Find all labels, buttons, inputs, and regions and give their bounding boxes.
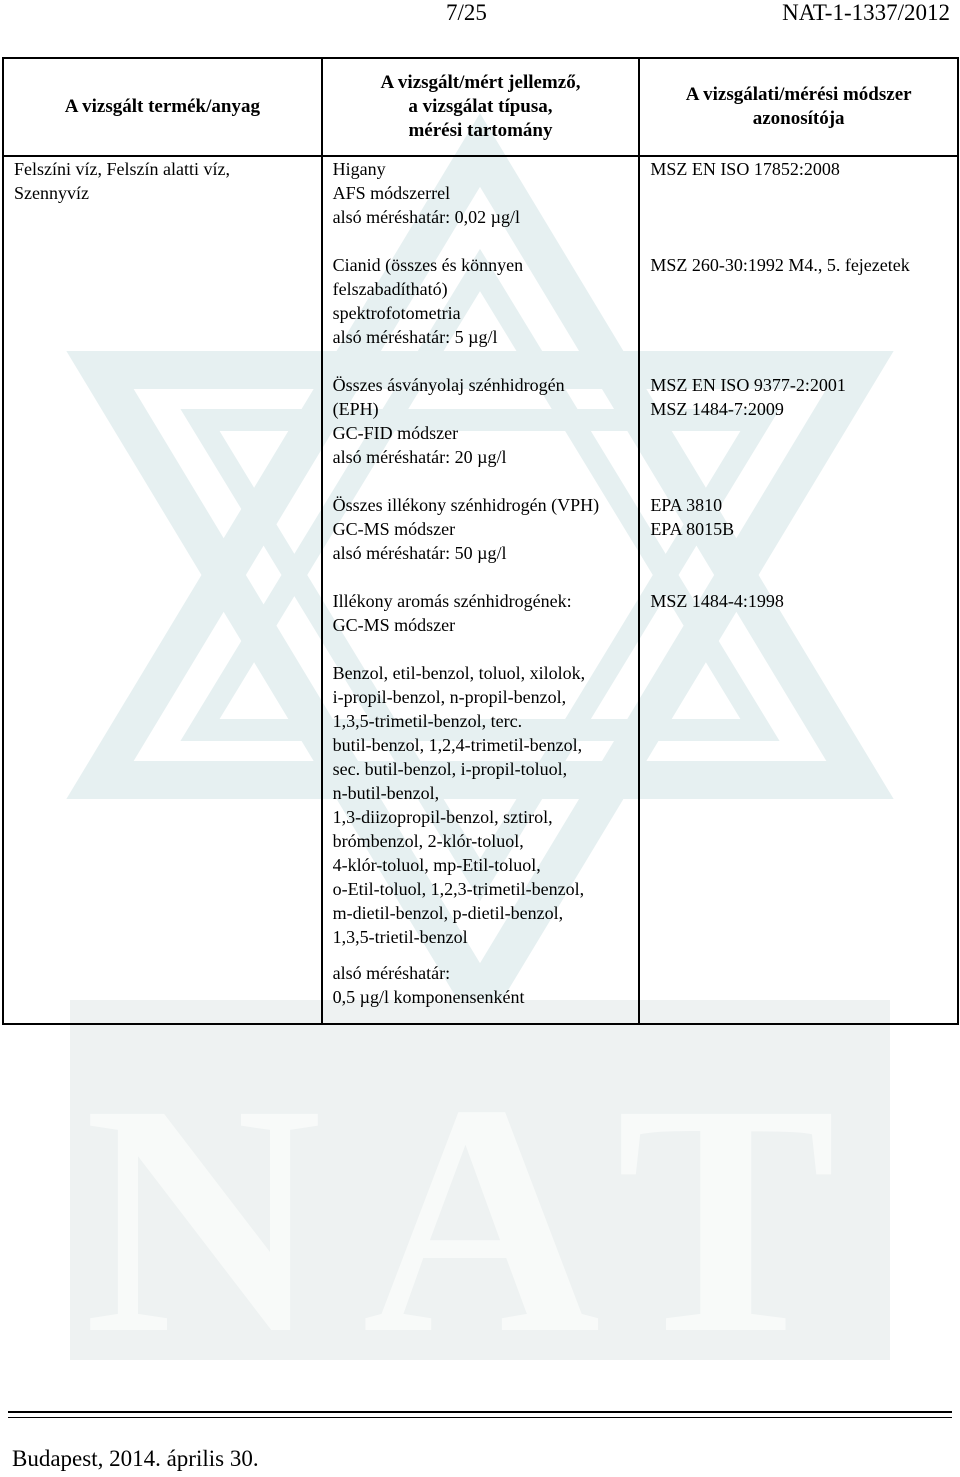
footer-divider-thin <box>8 1417 952 1418</box>
method-cell <box>639 156 958 1024</box>
footer-divider <box>8 1411 952 1413</box>
header-method: A vizsgálati/mérési módszer azonosítója <box>639 58 958 156</box>
characteristic-cell <box>322 156 640 1024</box>
method-aromatics: MSZ 1484-4:1998 <box>650 591 784 611</box>
row-vph: Összes illékony szénhidrogén (VPH) GC-MS módszer alsó méréshatár: 50 µg/l <box>332 495 600 563</box>
page-number: 7/25 <box>446 0 487 25</box>
accreditation-table <box>2 57 959 1025</box>
row-mercury: Higany AFS módszerrel alsó méréshatár: 0,02 µg/l <box>332 159 520 227</box>
method-mercury: MSZ EN ISO 17852:2008 <box>650 159 840 179</box>
row-aromatics: Illékony aromás szénhidrogének: GC-MS módszer Benzol, etil-benzol, toluol, xilolok, i-propil-benzol, n-propil-benzol, 1,3,5-trimetil-benzol, terc. butil-benzol, 1,2,4-trimetil-benzol, sec. butil-benzol, i-propil-toluol, n-butil-benzol, 1,3-diizopropil-benzol, sztirol, brómbenzol, 2-klór-toluol, 4-klór-toluol, mp-Etil-toluol, o-Etil-toluol, 1,2,3-trimetil-benzol, m-dietil-benzol, p-dietil-benzol, 1,3,5-trietil-benzol alsó méréshatár: 0,5 µg/l komponensenként <box>332 591 586 1007</box>
header-product: A vizsgált termék/anyag <box>3 58 322 156</box>
document-id: NAT-1-1337/2012 <box>782 0 950 25</box>
table-header-row <box>3 58 958 156</box>
method-cyanide: MSZ 260-30:1992 M4., 5. fejezetek <box>650 255 910 275</box>
product-cell: Felszíni víz, Felszín alatti víz, Szennyvíz <box>3 156 322 1024</box>
row-eph: Összes ásványolaj szénhidrogén (EPH) GC-FID módszer alsó méréshatár: 20 µg/l <box>332 375 565 467</box>
row-cyanide: Cianid (összes és könnyen felszabadítható) spektrofotometria alsó méréshatár: 5 µg/l <box>332 255 524 347</box>
header-characteristic: A vizsgált/mért jellemző, a vizsgálat típusa, mérési tartomány <box>322 58 640 156</box>
footer-place-date: Budapest, 2014. április 30. <box>12 1446 259 1471</box>
page-header <box>0 0 960 30</box>
svg-text:NAT: NAT <box>83 1037 877 1402</box>
method-eph: MSZ EN ISO 9377-2:2001 MSZ 1484-7:2009 <box>650 375 846 419</box>
table-row <box>3 156 958 1024</box>
method-vph: EPA 3810 EPA 8015B <box>650 495 735 539</box>
